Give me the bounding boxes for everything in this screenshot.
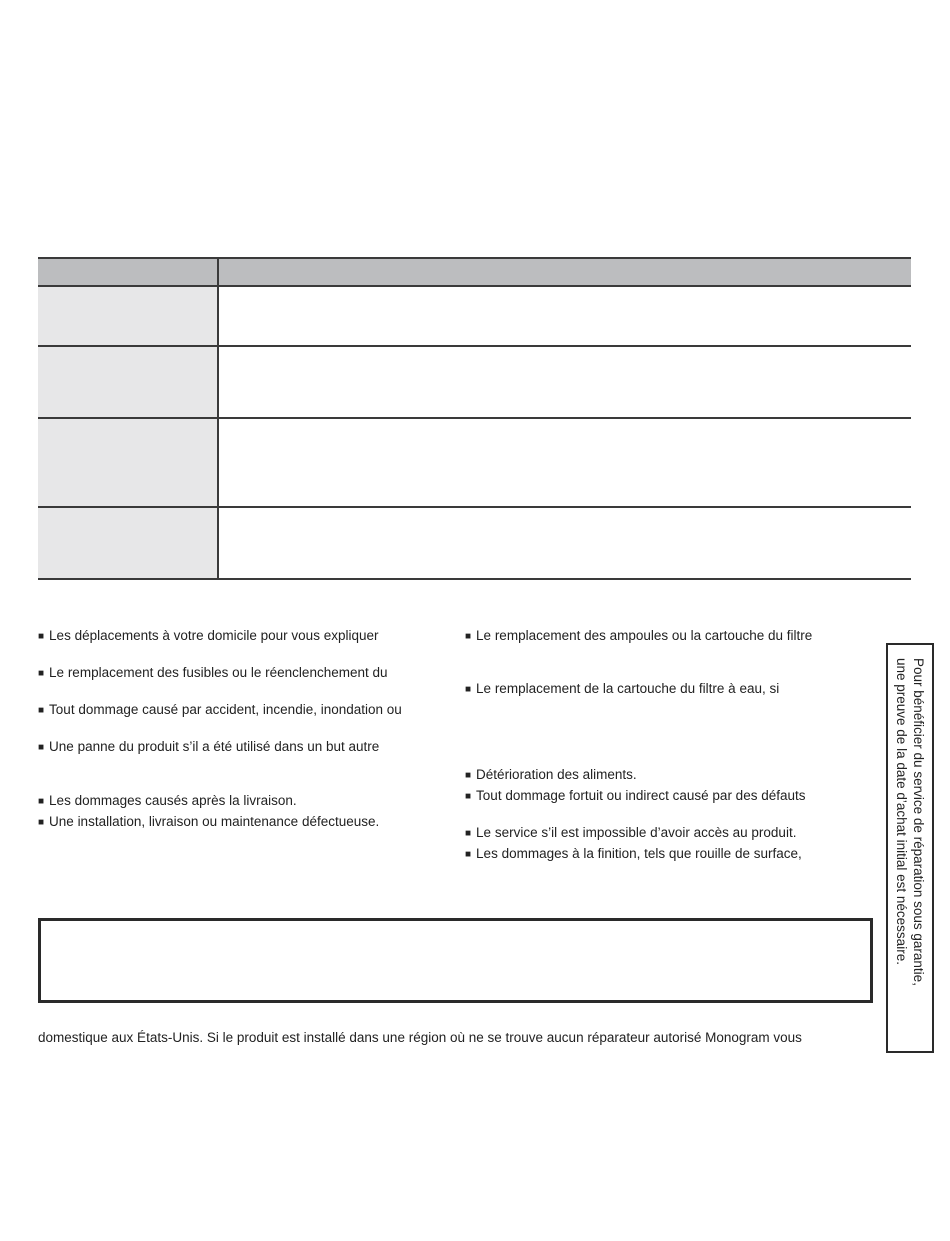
bullet-square-icon: ■ bbox=[38, 705, 45, 716]
bullet-square-icon: ■ bbox=[38, 796, 45, 807]
bullet-square-icon: ■ bbox=[38, 742, 45, 753]
list-item: ■ Le remplacement de la cartouche du filtre à eau, si bbox=[465, 681, 780, 696]
table-cell-period bbox=[38, 508, 219, 578]
list-item: ■ Le service s’il est impossible d’avoir accès au produit. bbox=[465, 825, 797, 840]
table-cell-coverage bbox=[219, 287, 911, 345]
bullet-square-icon: ■ bbox=[465, 849, 472, 860]
warranty-table bbox=[38, 257, 911, 580]
side-note-text bbox=[893, 658, 927, 1038]
bullet-square-icon: ■ bbox=[465, 684, 472, 695]
list-item: ■ Les dommages causés après la livraison. bbox=[38, 793, 297, 808]
table-cell-period bbox=[38, 419, 219, 506]
list-item: ■ Les déplacements à votre domicile pour vous expliquer bbox=[38, 628, 379, 643]
header-divider bbox=[217, 259, 219, 285]
table-row bbox=[38, 347, 911, 419]
table-row bbox=[38, 508, 911, 580]
side-note-line: une preuve de la date d’achat initial est nécessaire. bbox=[894, 658, 909, 965]
list-item: ■ Tout dommage causé par accident, incendie, inondation ou bbox=[38, 702, 402, 717]
table-cell-coverage bbox=[219, 419, 911, 506]
bullet-square-icon: ■ bbox=[465, 631, 472, 642]
list-item: ■ Tout dommage fortuit ou indirect causé par des défauts bbox=[465, 788, 806, 803]
table-header bbox=[38, 257, 911, 287]
table-cell-coverage bbox=[219, 347, 911, 417]
list-item: ■ Une installation, livraison ou maintenance défectueuse. bbox=[38, 814, 380, 829]
list-item: ■ Une panne du produit s’il a été utilisé dans un but autre bbox=[38, 739, 380, 754]
side-note-line: Pour bénéficier du service de réparation sous garantie, bbox=[911, 658, 926, 986]
list-item: ■ Le remplacement des fusibles ou le réenclenchement du bbox=[38, 665, 388, 680]
bullet-square-icon: ■ bbox=[38, 817, 45, 828]
bullet-square-icon: ■ bbox=[465, 770, 472, 781]
table-cell-period bbox=[38, 287, 219, 345]
list-item: ■ Le remplacement des ampoules ou la cartouche du filtre bbox=[465, 628, 813, 643]
bullet-square-icon: ■ bbox=[38, 668, 45, 679]
list-item: ■ Les dommages à la finition, tels que rouille de surface, bbox=[465, 846, 802, 861]
side-note-box bbox=[886, 643, 934, 1053]
bullet-square-icon: ■ bbox=[465, 791, 472, 802]
table-cell-period bbox=[38, 347, 219, 417]
bullet-square-icon: ■ bbox=[38, 631, 45, 642]
footer-paragraph: domestique aux États-Unis. Si le produit est installé dans une région où ne se trouve aucun réparateur autorisé Monogram vous bbox=[38, 1030, 802, 1045]
bullet-square-icon: ■ bbox=[465, 828, 472, 839]
table-row bbox=[38, 287, 911, 347]
table-cell-coverage bbox=[219, 508, 911, 578]
table-row bbox=[38, 419, 911, 508]
list-item: ■ Détérioration des aliments. bbox=[465, 767, 637, 782]
notice-box bbox=[38, 918, 873, 1003]
